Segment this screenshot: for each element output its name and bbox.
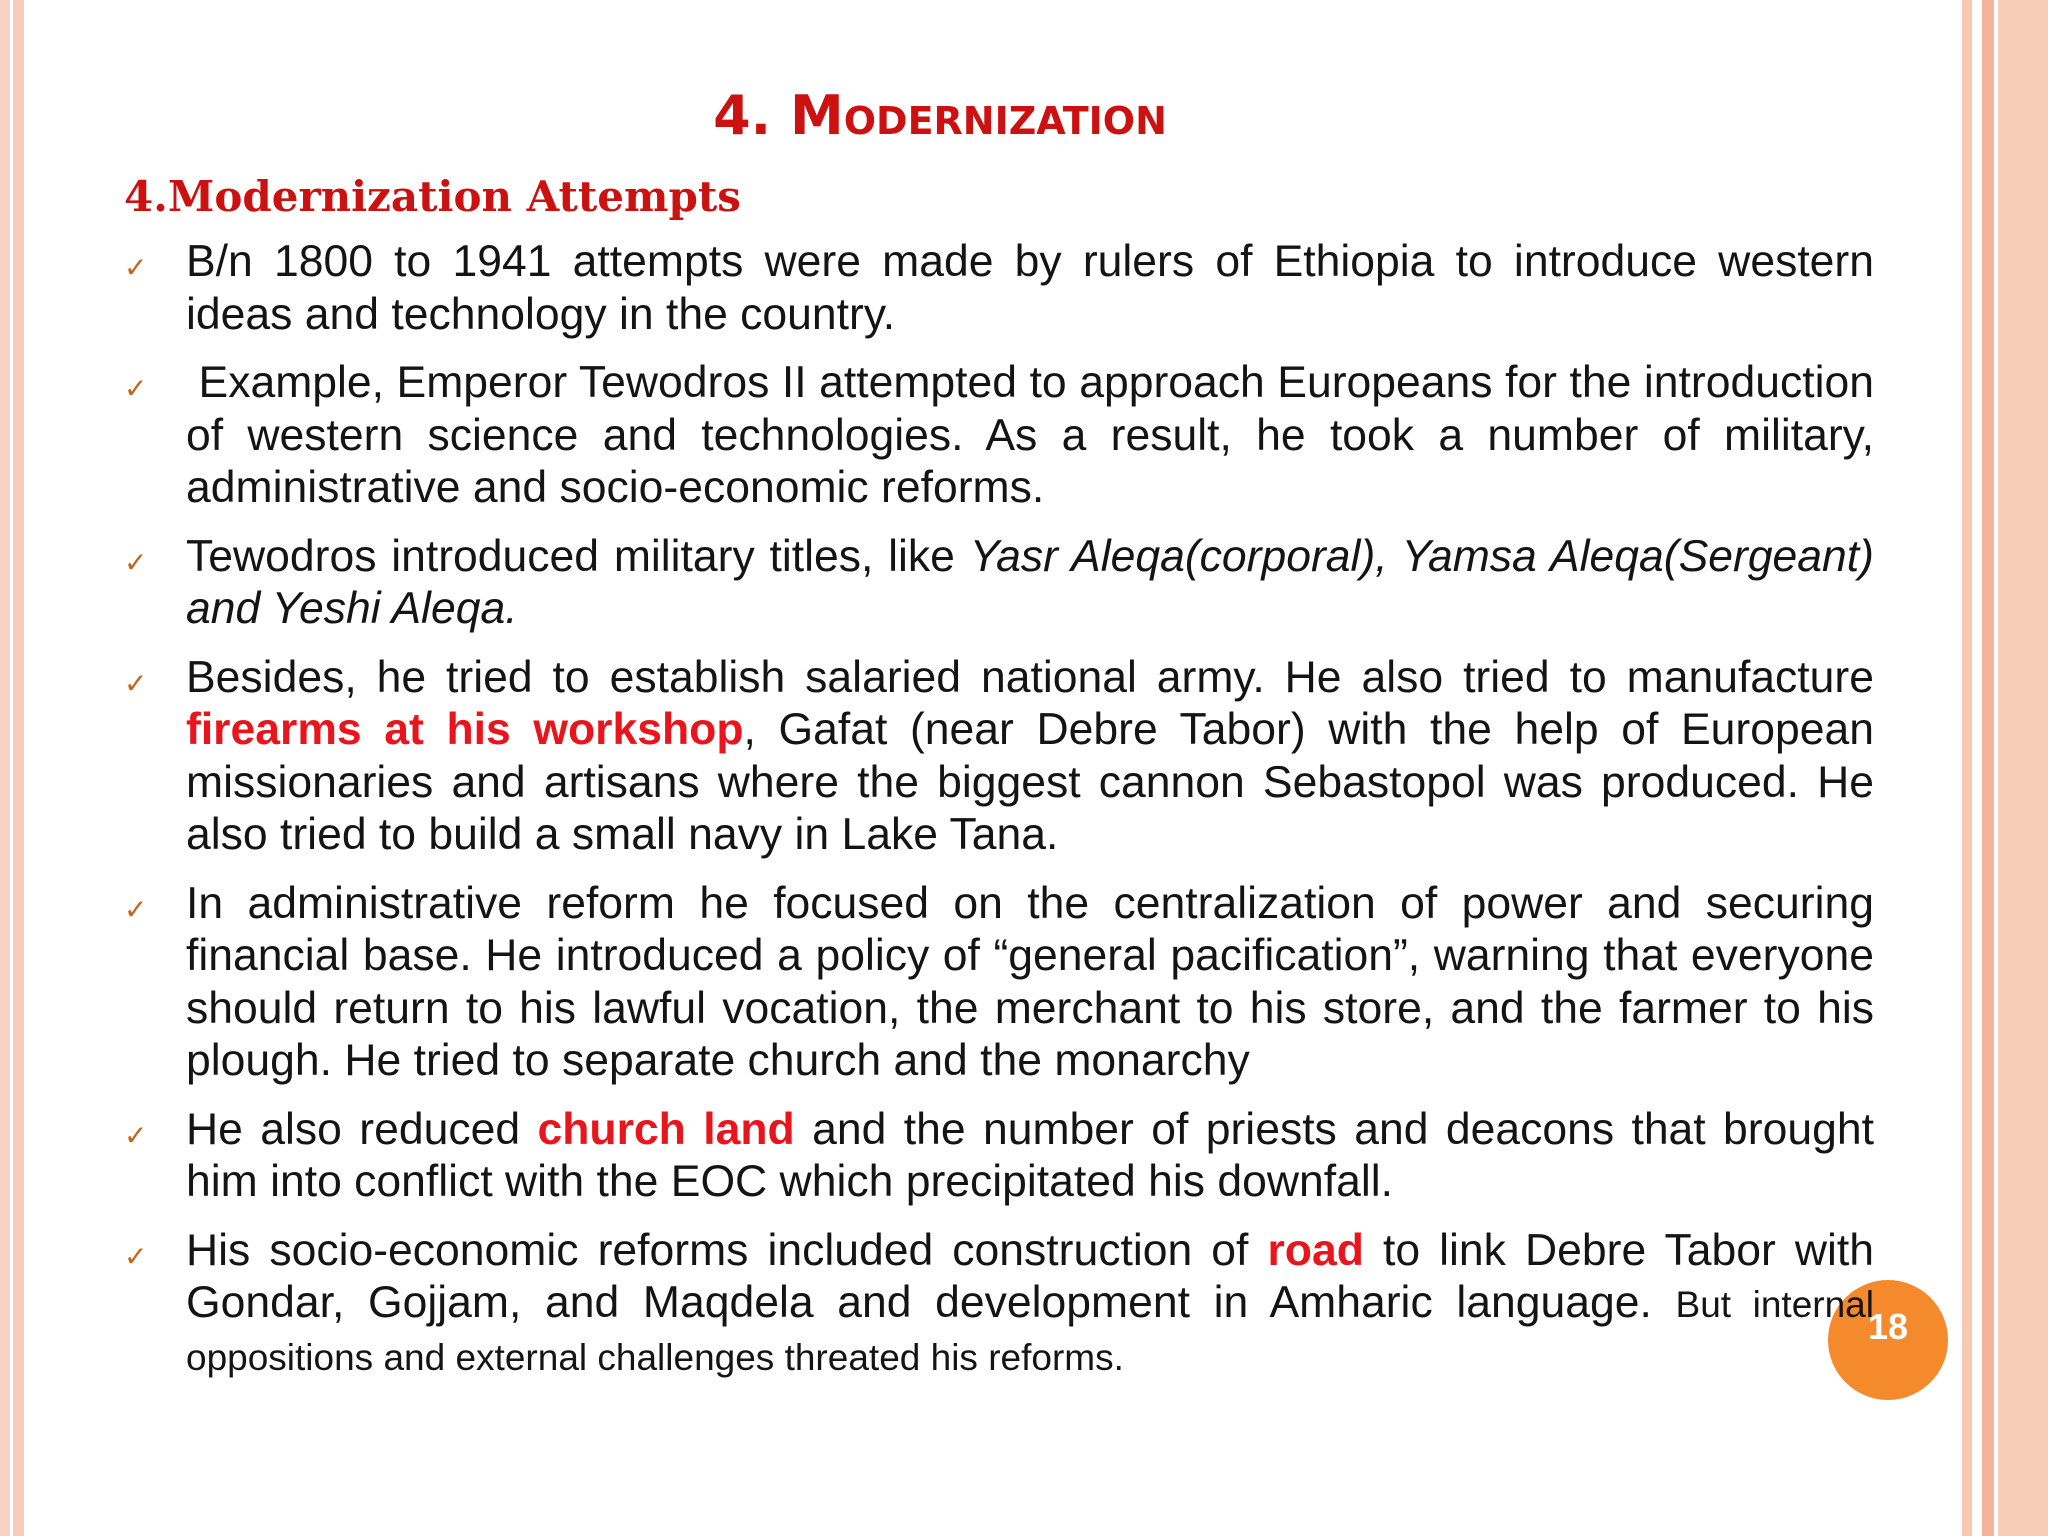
bullet-list [120, 236, 1887, 1398]
bullet-text: Example, Emperor Tewodros II attempted to approach Europeans for the introduction of western science and technologies. As a result, he took a number of military, administrative and socio-economic reforms. [186, 358, 1887, 512]
highlight-firearms: firearms at his workshop [186, 705, 744, 754]
checkmark-icon: ✓ [124, 1240, 148, 1272]
checkmark-icon: ✓ [124, 667, 148, 699]
bullet-text: In administrative reform he focused on the centralization of power and securing financial base. He introduced a policy of “general pacification”, warning that everyone should return to his lawful vocation, the merchant to his store, and the farmer to his plough. He tried to separate church and the monarchy [186, 878, 1874, 1085]
highlight-road: road [1267, 1225, 1364, 1275]
left-decorative-border [0, 0, 24, 1536]
checkmark-icon: ✓ [124, 546, 148, 578]
bullet-item [120, 236, 1874, 341]
checkmark-icon: ✓ [124, 373, 148, 404]
italic-military-titles: Yasr Aleqa(corporal), Yamsa Aleqa(Sergeant) and Yeshi Aleqa. [186, 531, 1874, 633]
bullet-item [120, 531, 1874, 636]
bullet-item [120, 357, 1887, 515]
bullet-text: He also reduced [186, 1104, 538, 1154]
bullet-item [120, 878, 1874, 1088]
bullet-item [120, 1225, 1874, 1383]
bullet-text: His socio-economic reforms included construction of [186, 1225, 1268, 1275]
bullet-item [120, 652, 1874, 862]
right-decorative-border [1956, 0, 2048, 1536]
bullet-text-continued: , Gafat (near Debre Tabor) with the help of European missionaries and artisans where the biggest cannon Sebastopol was produced. He also tried to build a small navy in Lake Tana. [186, 705, 1874, 859]
bullet-text: Tewodros introduced military titles, like [186, 531, 970, 581]
bullet-text-continued: to link Debre Tabor with Gondar, Gojjam, and Maqdela and development in Amharic language. [186, 1225, 1874, 1327]
bullet-item [120, 1104, 1874, 1209]
highlight-church-land: church land [537, 1104, 795, 1154]
bullet-text: B/n 1800 to 1941 attempts were made by rulers of Ethiopia to introduce western ideas and technology in the country. [186, 237, 1874, 339]
section-subtitle: 4.Modernization Attempts [124, 172, 741, 221]
checkmark-icon: ✓ [124, 1119, 148, 1151]
bullet-text-continued: and the number of priests and deacons that brought him into conflict with the EOC which precipitated his downfall. [186, 1104, 1874, 1206]
checkmark-icon: ✓ [124, 252, 148, 283]
bullet-text: Besides, he tried to establish salaried national army. He also tried to manufacture [186, 652, 1874, 702]
bullet-text-small: But internal oppositions and external challenges threated his reforms. [186, 1284, 1874, 1378]
slide-title: 4. Modernization [713, 84, 1167, 147]
page-number-badge: 18 [1828, 1280, 1948, 1400]
checkmark-icon: ✓ [124, 893, 148, 925]
